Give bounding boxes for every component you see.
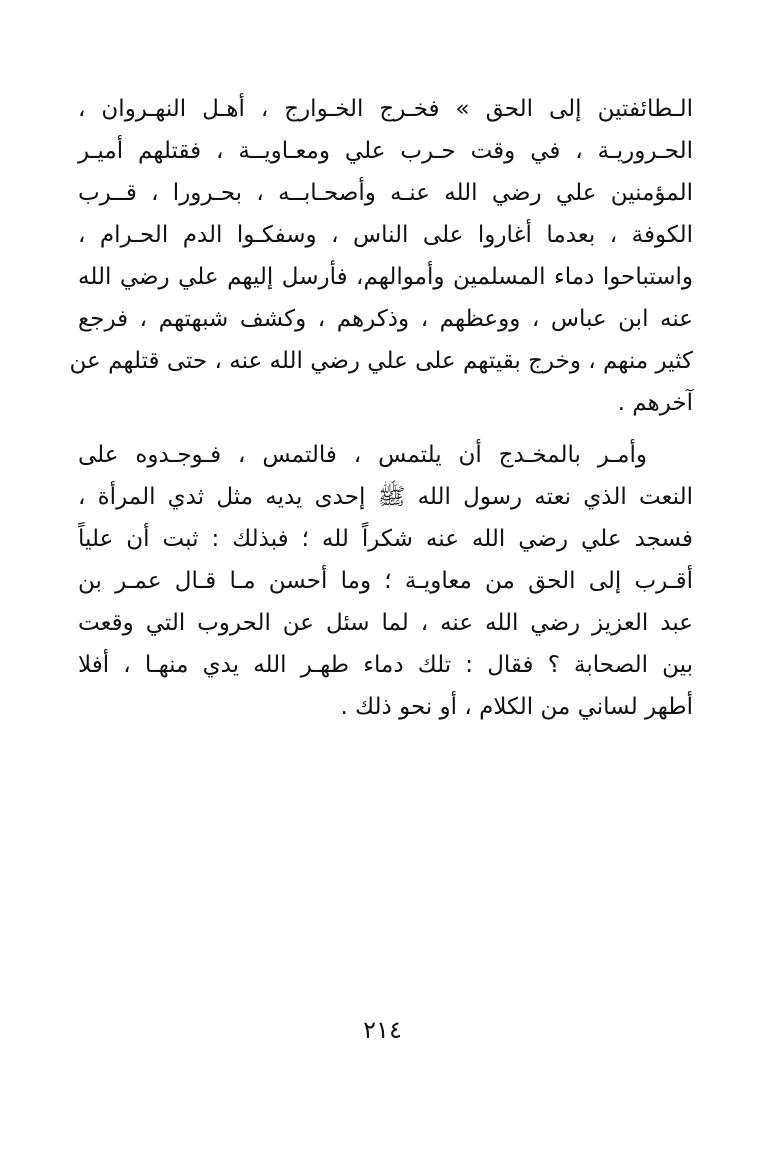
text-line: المؤمنين علي رضي الله عنـه وأصحـابــه ، بحـرورا ، قــرب [78,180,693,206]
paragraph-1 [69,88,693,424]
text-line: الحـروريـة ، في وقت حـرب علي ومعـاويــة ، فقتلهم أميـر [78,138,693,164]
text-line: عنه ابن عباس ، ووعظهم ، وذكرهم ، وكشف شبهتهم ، فرجع [78,306,693,332]
text-line: واستباحوا دماء المسلمين وأموالهم، فأرسل إليهم علي رضي الله [78,264,693,290]
page-number: ٢١٤ [363,1016,402,1044]
text-line: الـطائفتين إلى الحق » فخـرج الخـوارج ، أهـل النهـروان ، [78,96,693,122]
text-line: عبد العزيز رضي الله عنه ، لما سئل عن الحروب التي وقعت [78,610,693,636]
text-line: أقـرب إلى الحق من معاويـة ؛ وما أحسن مـا قـال عمـر بن [78,568,693,594]
text-line: وأمـر بالمخـدج أن يلتمس ، فالتمس ، فـوجـدوه على [78,442,647,468]
text-line: أطهر لساني من الكلام ، أو نحو ذلك . [340,694,693,720]
paragraph-2 [78,434,693,728]
text-line: بين الصحابة ؟ فقال : تلك دماء طهـر الله يدي منهـا ، أفلا [78,652,693,678]
text-line: فسجد علي رضي الله عنه شكراً لله ؛ فبذلك : ثبت أن علياً [78,526,693,552]
text-line: آخرهم . [617,390,693,416]
text-line: الكوفة ، بعدما أغاروا على الناس ، وسفكـوا الدم الحـرام ، [78,222,693,248]
text-line: النعت الذي نعته رسول الله ﷺ إحدى يديه مثل ثدي المرأة ، [78,484,693,510]
text-line: كثير منهم ، وخرج بقيتهم على علي رضي الله عنه ، حتى قتلهم عن [69,348,693,374]
